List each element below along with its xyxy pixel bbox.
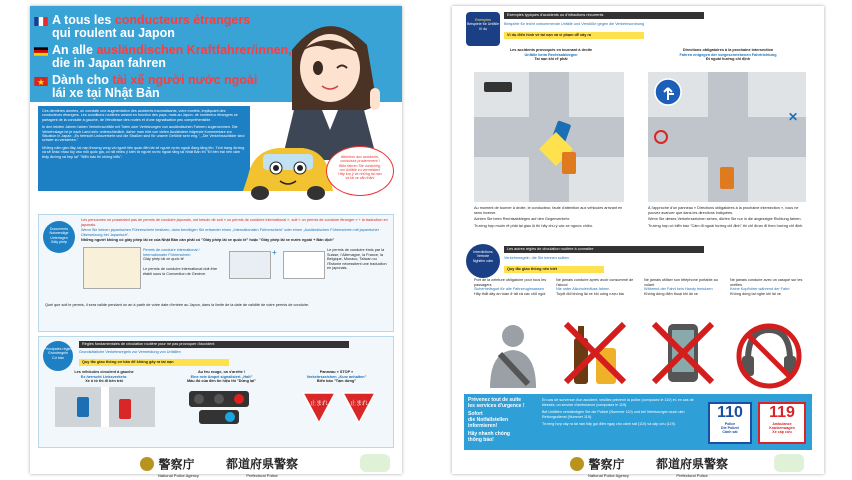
intro-fr: Ces dernières années, on constate une augmentation des accidents traumatisants, voire mortels, impliquant des conducteurs étrangers. Les conditions routières variant en fonction des pays, mais au Japon, de nombreux étrangers se partagent de la conduite à gauche, de l'étroitesse des routes et d'une signalisation peu compréhensible. [42,109,238,122]
bubble-de-2: um Unfälle zu vermeiden! [339,167,381,172]
prefectural-police-logo-2 [656,455,728,478]
ln-vi: Trường hợp muốn rẽ phải tại giao lộ thì hãy chú ý các xe ngược chiều. [474,223,593,228]
r0-de: Sicherheitsgurt für alle Fahrzeuginsassen [474,287,544,292]
card1-subtitle: Giấy phép lái xe quốc tế [143,257,184,261]
et-2: Sofort [468,411,483,417]
other-line-vi: Quy tắc giao thông nên biết [504,266,604,273]
right-turn-caption [466,48,636,62]
pref-name-en-2: Prefectural Police [676,473,708,478]
npa-logo [140,455,199,478]
r2-vi: Không dùng điện thoại khi lái xe [644,291,698,296]
title-de-line1: An alle ausländischen Kraftfahrer/innen, [52,43,292,57]
leaflet-page-back [452,6,824,478]
examples-line-fr: Exemples typiques d'accidents ou d'infractions récurrents [504,12,704,19]
rc-fr: Directions obligatoires à la prochaine intersection [682,48,774,52]
rn-vi: Trường hợp có biển báo "Cấm đi ngoài hướng chỉ định" thì chỉ được đi theo hướng chỉ định. [648,223,804,228]
international-license-image [83,247,141,289]
police-emblem-icon [140,457,154,471]
col3-fr: Panneau « STOP » [319,370,354,374]
foreign-license-image [229,251,271,279]
col3-vi: Biển báo "Tạm dừng" [316,379,357,384]
no-headphones-icon [734,318,804,388]
tag-label-fr: Documents [49,227,69,231]
card2-note: Le permis de conduire émis par la Suisse, l'Allemagne, la France, la Belgique, Monaco, Taïwan ou l'Estonie nécessitent une traduction en japonais. [327,248,387,271]
rules-tag-fr: Principales règles [43,347,73,351]
rc-vi: Đi ngoài hướng chỉ định [705,57,751,62]
no-alcohol-rule-text [556,278,634,296]
examples-line-vi: Ví dụ điển hình về tai nạn và vi phạm dễ xảy ra [504,32,644,39]
examples-tag [466,12,500,46]
col2-fr: Au feu rouge, on s'arrête ! [197,370,246,374]
card1-note: Le permis de conduire international doit être établi sous la Convention de Genève. [143,267,218,276]
r3-vi: Không dùng tai nghe khi lái xe [730,291,781,296]
npa-name-jp-2: 警察庁 [588,457,625,472]
col2-vi: Màu đỏ của đèn tín hiệu thì "Dừng lại" [187,379,256,384]
emergency-band [464,394,812,450]
col3-de: Verkehrszeichen „Kurz anhalten" [306,374,367,379]
safety-mascot-icon-2 [774,454,804,472]
r0-fr: Port de la ceinture obligatoire pour tous les passagers [474,278,547,287]
rules-line-vi: Quy tắc giao thông cơ bản để không gây ra tai nạn [79,359,229,366]
title-de-line2: die in Japan fahren [52,56,166,70]
el-vi: Trường hợp xảy ra tai nạn hãy gọi điện ngay cho cảnh sát (110) và cấp cứu (119). [542,422,676,427]
ng-cross-icon: ✕ [788,110,799,124]
r1-fr: Ne jamais conduire après avoir consommé de l'alcool [556,278,634,287]
el-fr: En cas de survenue d'un accident, veuillez prévenir la police (composez le 110) et, en cas de blessés, un service d'ambulance (composez le 119). [542,398,694,407]
title-fr-line2: qui roulent au Japon [52,26,175,40]
ex-tag-fr: Exemples [475,18,491,22]
title-vi-line2: lái xe tại Nhật Bản [52,86,160,100]
intro-text-block [38,106,250,191]
emergency-title [468,397,538,443]
designated-direction-caption [642,48,814,62]
col1-vi: Xe ô tô thì đi bên trái [85,379,123,384]
police-number: 110 [717,404,743,421]
other-line-fr: Les autres règles de circulation routière à connaître [504,246,704,253]
orange-car-2 [720,167,734,189]
r0-vi: Hãy thắt dây an toàn ở tất cả các chỗ ngồi [474,291,546,296]
tag-label-de: Notwendige Unterlagen [49,231,69,240]
stop-signs-icon [299,389,379,429]
prefectural-police-logo [226,455,298,478]
bubble-vi-1: Hãy lưu ý về những tai nạn [338,172,382,177]
france-flag-icon [34,17,48,26]
npa-name-jp: 警察庁 [158,457,195,472]
bubble-de-1: Bitte fahren Sie vorsichtig, [339,163,381,168]
r2-de: Während der Fahrt kein Handy benutzen [644,287,713,292]
safety-mascot-icon [360,454,390,472]
documents-line-fr: Les personnes ne possédant pas de permis de conduire japonais, ont besoin de soit « un permis de conduire international », soit « un permis de conduire étranger » + la traduction en japonais. [81,218,388,227]
direction-sign-icon [654,78,682,106]
amb-label-fr: Ambulance [772,422,792,426]
caution-speech-bubble [326,146,394,196]
rn-fr: À l'approche d'un panneau « Directions obligatoires à la prochaine intersection », vous ne pouvez avancer que dans les directions indiquées. [648,206,799,215]
right-turn-accident-illustration [474,72,624,202]
signal-icon [484,82,512,92]
title-vi-line1: Dành cho tài xế người nước ngoài [52,73,258,87]
germany-flag-icon [34,47,48,56]
rc-de: Fahren entgegen der vorgeschriebenen Fahrtrichtung [679,52,777,57]
amb-label-vi: Xe cấp cứu [772,430,792,435]
et-1: les services d'urgence ! [468,403,525,409]
ln-fr: Au moment de tourner à droite, le conducteur, faute d'attention aux véhicules arrivant en sens inverse. [474,206,623,215]
no-phone-icon [648,318,718,388]
no-headphones-rule-text [730,278,810,296]
title-fr-line1: A tous les conducteurs étrangers [52,13,251,27]
rules-line-de: Grundsätzliche Verkehrsregeln zur Vermeidung von Unfällen [79,350,181,354]
r1-de: Nie unter Alkoholeinfluss fahren [556,287,610,292]
leaflet-page-front [30,6,402,478]
ex-tag-vi: Ví dụ [478,26,488,31]
translation-document-image [283,251,325,279]
documents-validity-note: Quel que soit le permis, il sera valide pendant un an à partir de votre date d'entrée au Japon, dans la limite de la date de validité de votre permis de conduire. [45,303,310,307]
police-110-badge [708,402,752,444]
intro-vi: Những năm gần đây, tai nạn thương vong và người liên quan đến tài xế người nước ngoài đang tăng lên. Tình trạng đường xá sẽ khác nhau tùy vào mỗi quốc gia, có rất nhiều ý kiến từ người nước ngoài rằng tại Nhật Bản thì "Đi bên trái nên cảm thấy đường xá hẹp lại" "Biển báo thì không hiểu". [42,145,245,159]
ot-de: Verbote [476,254,490,259]
ok-circle-icon [654,130,668,144]
et-4: Hãy nhanh chóng [468,431,510,437]
emergency-text [542,398,704,427]
prohibitions-tag [466,244,500,278]
documents-line-vi: Những người không có giấy phép lái xe của Nhật Bản cần phải có "Giấy phép lái xe quốc tế" hoặc "Giấy phép lái xe nước ngoài + Bản dịch" [81,238,335,242]
bubble-vi-2: và lái xe cẩn thận! [345,176,375,181]
col2-de: Eine rote Ampel signalisiert „Halt" [190,374,253,379]
pref-name-jp: 都道府県警察 [226,457,299,471]
seatbelt-rule-text [474,278,552,296]
rule-stop-sign-title [284,370,389,384]
et-0: Prévenez tout de suite [468,397,522,403]
arrow-signal-icon [199,410,239,424]
other-line-de: Verkehrsregeln, die Sie kennen sollten [504,256,569,260]
no-phone-rule-text [644,278,722,296]
rules-tag [43,341,73,371]
police-label-fr: Police [724,422,736,426]
npa-logo-2 [570,455,629,478]
ot-fr: Interdictions [473,250,493,254]
rules-tag-de: Grundregeln [48,351,68,356]
right-turn-notes [474,206,624,228]
rn-de: Wenn Sie dieses Verkehrszeichen sehen, dürfen Sie nur in die angezeigte Richtung fahren. [648,217,802,222]
npa-name-en-2: National Police Agency [588,473,629,478]
vietnam-flag-icon [34,77,48,86]
orange-car [562,152,576,174]
ambulance-119-badge [758,402,806,444]
ln-de: Achten Sie beim Rechtsabbiegen auf den Gegenverkehr. [474,217,570,222]
lc-vi: Tai nạn khi rẽ phải [534,57,568,62]
basic-rules-section [38,336,394,448]
documents-tag [43,221,75,253]
pref-name-en: Prefectural Police [246,473,278,478]
tag-label-vi: Giấy phép [50,239,68,244]
ot-vi: Nghiêm cấm [472,258,494,263]
police-label-vi: Cảnh sát [722,430,738,435]
documents-line-de: Wenn Sie keinen japanischen Führerschein besitzen, dann benötigen Sie entweder einen „Internationalen Führerschein" oder einen „Ausländischen Führerschein mit japanischer Übersetzung bei Japanisch". [81,228,380,237]
seatbelt-icon [478,318,548,388]
r1-vi: Tuyệt đối không lái xe khi uống rượu bia [556,291,624,296]
pref-name-jp-2: 都道府県警察 [656,457,729,471]
el-de: Bei Unfällen verständigen Sie die Polizei (Nummer 110) und bei Verletzungen auch den Rettungsdienst (Nummer 119). [542,410,685,419]
police-emblem-icon-2 [570,457,584,471]
rules-tag-vi: Cơ bản [52,355,64,360]
designated-direction-illustration [648,72,806,202]
npa-name-en: National Police Agency [158,473,199,478]
bubble-fr-1: Attention aux accidents, [340,155,380,159]
traffic-light-icon [189,391,249,407]
r3-de: Keine Kopfhörer während der Fahrt [730,287,790,292]
plus-sign: + [272,248,277,257]
card1-title: Permis de conduire international / Internationaler Führerschein [143,248,200,257]
amb-label-de: Krankenwagen [769,426,795,431]
car-mascot-illustration [238,136,338,206]
rule-red-light-title [164,370,279,384]
rules-line-fr: Règles fondamentales de circulation routière pour ne pas provoquer d'accident [79,341,349,348]
lc-de: Unfälle beim Rechtsabbiegen [524,52,578,57]
stop-sign-text-2: 止まれ [349,400,369,407]
police-label-de: Die Polizei [721,426,739,431]
et-5: thông báo! [468,437,494,443]
bubble-fr-2: conduisez prudemment ! [340,159,380,164]
no-alcohol-icon [560,318,630,388]
col1-de: Es herrscht Linksverkehr. [80,374,128,379]
examples-line-de: Beispiele für leicht vorkommende Unfälle und Verstöße gegen die Verkehrsordnung [504,22,645,26]
designated-direction-notes [648,206,806,228]
lc-fr: Les accidents provoqués en tournant à droite [509,48,593,52]
ambulance-number: 119 [769,404,795,421]
ex-tag-de: Beispiele für Unfälle [467,22,499,27]
rule-left-traffic-title [49,370,159,384]
left-traffic-illustration [55,387,155,427]
documents-section [38,214,394,332]
stop-sign-text-1: 止まれ [309,400,329,407]
r2-fr: Ne jamais utiliser son téléphone portable au volant [644,278,718,287]
et-3: die Notfallstellen informieren! [468,417,509,429]
col1-fr: Les véhicules circulent à gauche [74,370,134,374]
intro-de: In den letzten Jahren haben Verkehrsunfälle mit Toten oder Verletzungen von ausländischen Fahrern zugenommen. Die Verkehrslage ist je nach Land sehr unterschiedlich, daher man hört von vielen Ausländern folgende Kommentare zur Situation in Japan: „Es herrscht Linksverkehr und die Straßen sind für unsere Gefühle sehr eng.", „Die Verkehrsschilder sind schwer zu verstehen." [42,125,245,143]
r3-fr: Ne jamais conduire avec un casque sur les oreilles [730,278,803,287]
